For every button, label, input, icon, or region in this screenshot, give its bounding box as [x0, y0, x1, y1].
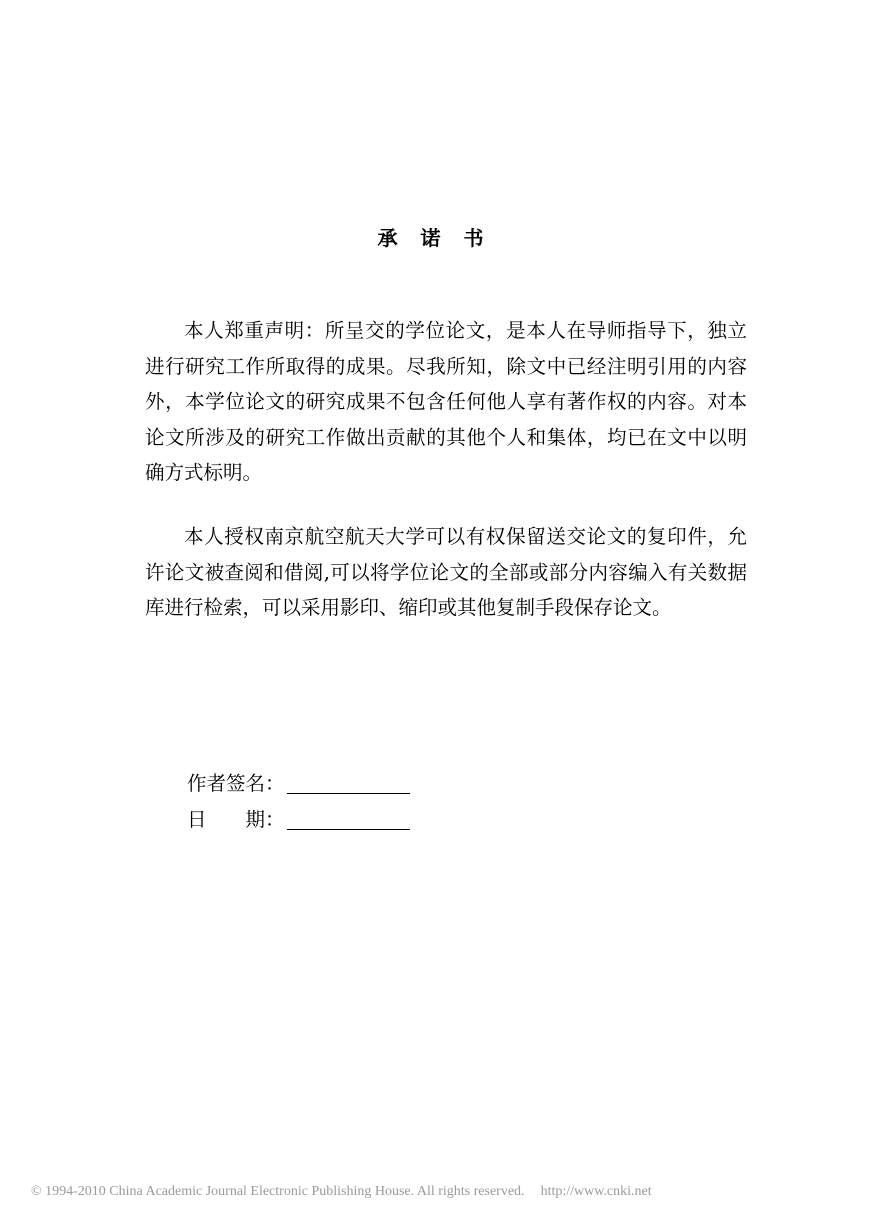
- declaration-paragraph: [145, 313, 747, 491]
- page-title: 承 诺 书: [377, 226, 492, 250]
- declaration-text: 本人郑重声明：所呈交的学位论文，是本人在导师指导下，独立进行研究工作所取得的成果。尽我所知，除文中已经注明引用的内容外，本学位论文的研究成果不包含任何他人享有著作权的内容。对本论文所涉及的研究工作做出贡献的其他个人和集体，均已在文中以明确方式标明。: [145, 319, 747, 484]
- author-signature-label: 作者签名：: [187, 772, 285, 795]
- date-line: [287, 828, 410, 830]
- authorization-text: 本人授权南京航空航天大学可以有权保留送交论文的复印件，允许论文被查阅和借阅,可以将学位论文的全部或部分内容编入有关数据库进行检索，可以采用影印、缩印或其他复制手段保存论文。: [145, 525, 747, 619]
- date-label: 日 期：: [187, 808, 285, 831]
- footer-copyright: © 1994-2010 China Academic Journal Electronic Publishing House. All rights reserved.: [31, 1184, 525, 1199]
- author-signature-line: [287, 792, 410, 794]
- footer: [31, 1184, 652, 1200]
- author-signature-row: [187, 770, 410, 798]
- footer-url: http://www.cnki.net: [540, 1184, 652, 1199]
- date-row: [187, 806, 410, 834]
- authorization-paragraph: [145, 519, 747, 626]
